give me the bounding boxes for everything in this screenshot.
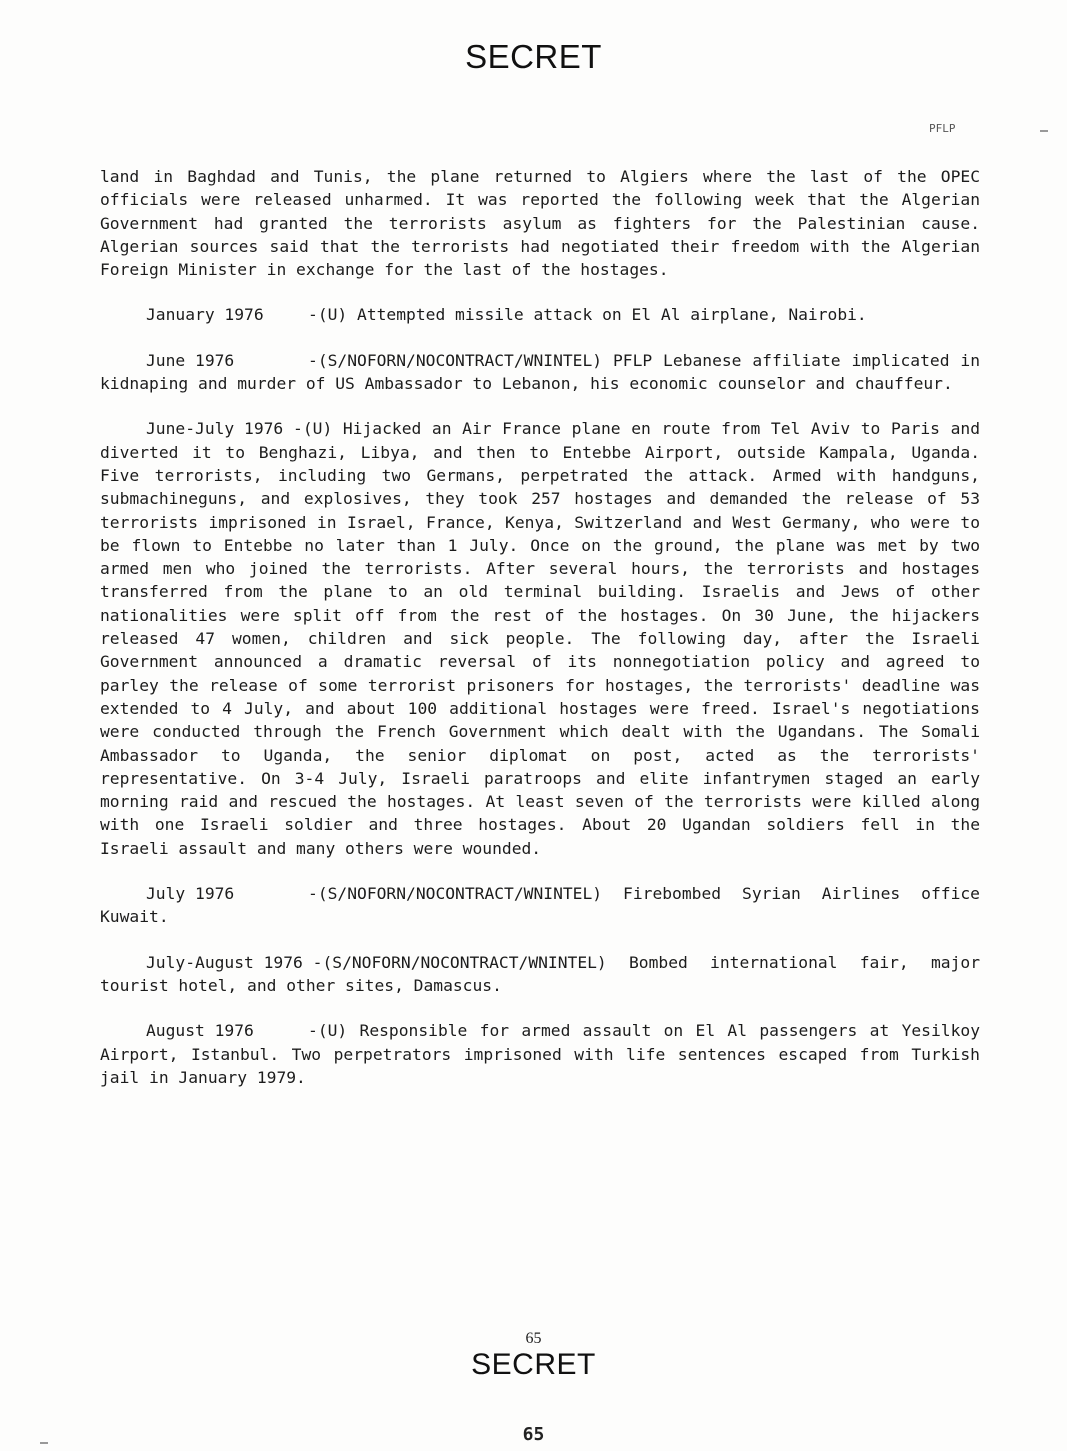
entry-dash: -	[308, 884, 318, 904]
chronology-entry	[100, 303, 980, 326]
entry-text: (U) Responsible for armed assault on El Al passengers at Yesilkoy Airport, Istanbul. Two perpetrators imprisoned with life sentences escaped from Turkish jail in January 1979.	[100, 1021, 980, 1087]
entry-dash: -	[312, 952, 323, 972]
chronology-entry	[100, 951, 980, 998]
entry-text: (S/NOFORN/NOCONTRACT/WNINTEL) Bombed international fair, major tourist hotel, and other sites, Damascus.	[100, 952, 980, 995]
entry-text: (U) Hijacked an Air France plane en route from Tel Aviv to Paris and diverted it to Benghazi, Libya, and then to Entebbe Airport, outside Kampala, Uganda. Five terrorists, including two Germans, perpetrated the attack. Armed with handguns, submachineguns, and explosives, they took 257 hostages and demanded the release of 53 terrorists imprisoned in Israel, France, Kenya, Switzerland and West Germany, who were to be flown to Entebbe no later than 1 July. Once on the ground, the plane was met by two armed men who joined the terrorists. After several hours, the terrorists and hostages transferred from the plane to an old terminal building. Israelis and Jews of other nationalities were split off from the rest of the hostages. On 30 June, the hijackers released 47 women, children and sick people. The following day, after the Israeli Government announced a dramatic reversal of its nonnegotiation policy and agreed to parley the release of some terrorist prisoners for hostages, the terrorists' deadline was extended to 4 July, and about 100 additional hostages were freed. Israel's negotiations were conducted through the French Government which dealt with the Ugandans. The Somali Ambassador to Uganda, the senior diplomat on post, acted as the terrorists' representative. On 3-4 July, Israeli paratroops and elite infantrymen staged an early morning raid and rescued the hostages. At least seven of the terrorists were killed along with one Israeli soldier and three hostages. About 20 Ugandan soldiers fell in the Israeli assault and many others were wounded.	[100, 419, 980, 858]
entry-text: (S/NOFORN/NOCONTRACT/WNINTEL) Firebombed Syrian Airlines office Kuwait.	[100, 884, 980, 927]
scan-artifact	[1040, 130, 1048, 132]
page-number-lower: 65	[522, 1424, 545, 1445]
entry-dash: -	[293, 419, 303, 439]
classification-header: SECRET	[465, 38, 602, 75]
entry-date: August 1976	[146, 1021, 254, 1041]
continuation-paragraph: land in Baghdad and Tunis, the plane returned to Algiers where the last of the OPEC officials were released unharmed. It was reported the following week that the Algerian Government had granted the terrorists asylum as fighters for the Palestinian cause. Algerian sources said that the terrorists had negotiated their freedom with the Algerian Foreign Minister in exchange for the last of the hostages.	[100, 167, 980, 280]
section-tag: PFLP	[929, 122, 956, 135]
scan-artifact	[40, 1442, 48, 1444]
entry-text: (U) Attempted missile attack on El Al airplane, Nairobi.	[317, 305, 867, 325]
entry-text: (S/NOFORN/NOCONTRACT/WNINTEL) PFLP Lebanese affiliate implicated in kidnaping and murder of US Ambassador to Lebanon, his economic counselor and chauffeur.	[100, 350, 980, 394]
chronology-entry	[100, 1019, 980, 1089]
page-number-upper: 65	[525, 1330, 542, 1347]
chronology-entry	[100, 417, 980, 860]
entry-dash: -	[308, 1021, 318, 1041]
chronology-entry	[100, 882, 980, 929]
chronology-entry	[100, 349, 980, 396]
classification-footer: SECRET	[471, 1348, 596, 1381]
entry-dash: -	[308, 350, 318, 370]
entry-date: June 1976	[146, 350, 235, 370]
entry-date: June-July 1976	[146, 419, 284, 439]
entry-dash: -	[308, 305, 318, 325]
entry-date: January 1976	[146, 305, 264, 325]
entry-date: July 1976	[146, 884, 235, 904]
document-body	[100, 165, 980, 1111]
entry-date: July-August 1976	[146, 952, 303, 972]
